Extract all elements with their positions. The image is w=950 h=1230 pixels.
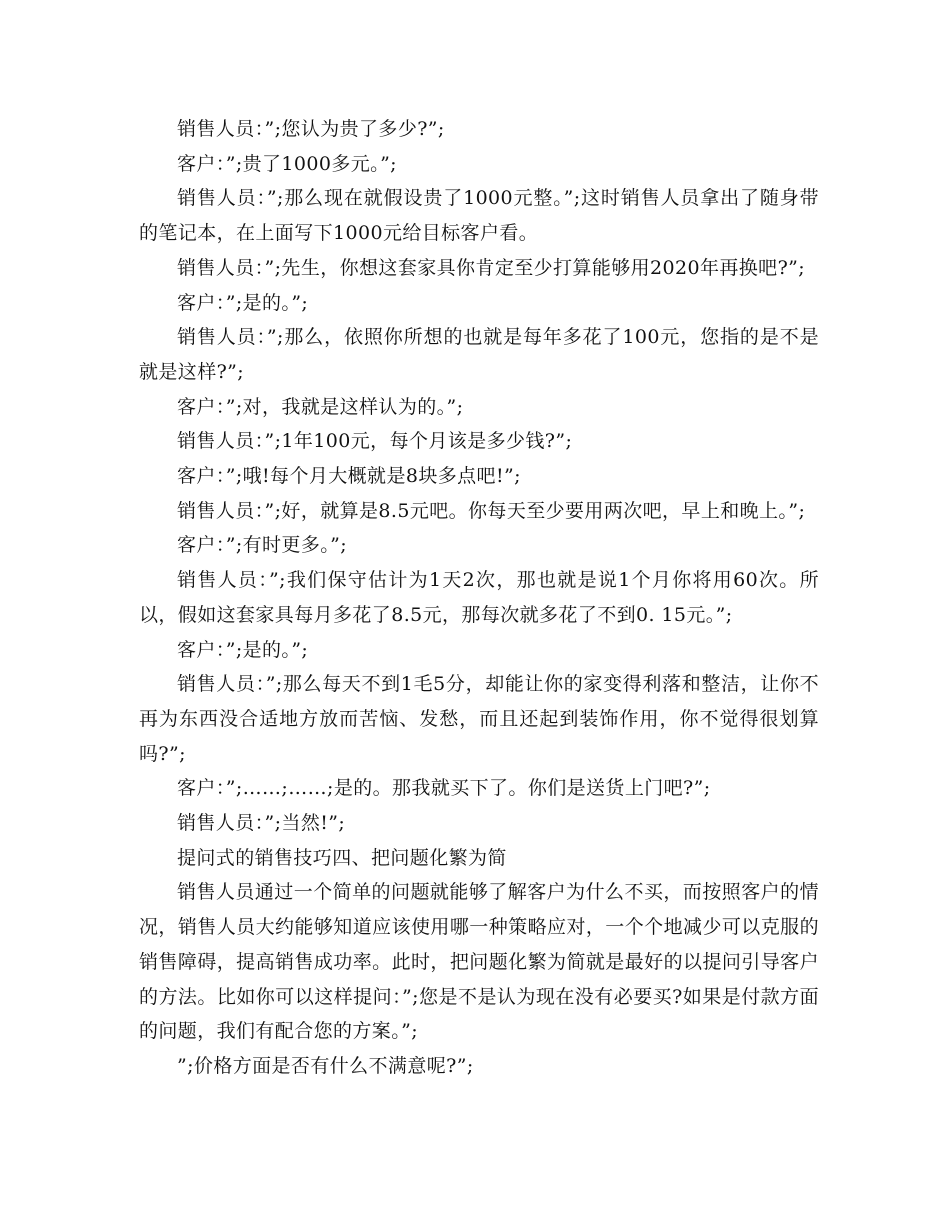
dialogue-line: 销售人员：”;那么现在就假设贵了1000元整。”;这时销售人员拿出了随身带的笔记本，在上面写下1000元给目标客户看。	[139, 187, 819, 245]
dialogue-line: 客户：”;贵了1000多元。”;	[177, 152, 397, 175]
dialogue-line: 销售人员：”;当然!”;	[177, 812, 346, 835]
body-paragraph: ”;价格方面是否有什么不满意呢?”;	[177, 1054, 474, 1077]
document-body	[139, 112, 819, 1084]
dialogue-line: 销售人员：”;我们保守估计为1天2次，那也就是说1个月你将用60次。所以，假如这套家具每月多花了8.5元，那每次就多花了不到0. 15元。”;	[139, 569, 819, 626]
dialogue-line: 客户：”;有时更多。”;	[177, 534, 348, 557]
body-paragraph: 销售人员通过一个简单的问题就能够了解客户为什么不买，而按照客户的情况，销售人员大约能够知道应该使用哪一种策略应对，一个个地减少可以克服的销售障碍，提高销售成功率。此时，把问题化繁为简就是最好的以提问引导客户的方法。比如你可以这样提问：”;您是不是认为现在没有必要买?如果是付款方面的问题，我们有配合您的方案。”;	[139, 881, 819, 1043]
dialogue-line: 销售人员：”;好，就算是8.5元吧。你每天至少要用两次吧，早上和晚上。”;	[177, 499, 806, 522]
section-heading: 提问式的销售技巧四、把问题化繁为简	[177, 846, 507, 869]
dialogue-line: 客户：”;是的。”;	[177, 291, 309, 314]
dialogue-line: 销售人员：”;先生，你想这套家具你肯定至少打算能够用2020年再换吧?”;	[177, 256, 806, 279]
dialogue-line: 销售人员：”;那么，依照你所想的也就是每年多花了100元，您指的是不是就是这样?”;	[139, 326, 819, 383]
dialogue-line: 客户：”;……;……;是的。那我就买下了。你们是送货上门吧?”;	[177, 777, 711, 800]
dialogue-line: 销售人员：”;1年100元，每个月该是多少钱?”;	[177, 430, 573, 453]
dialogue-line: 客户：”;是的。”;	[177, 638, 309, 661]
dialogue-line: 客户：”;对，我就是这样认为的。”;	[177, 395, 464, 418]
dialogue-line: 销售人员：”;那么每天不到1毛5分，却能让你的家变得利落和整洁，让你不再为东西没合适地方放而苦恼、发愁，而且还起到装饰作用，你不觉得很划算吗?”;	[139, 673, 819, 765]
dialogue-line: 销售人员：”;您认为贵了多少?”;	[177, 118, 445, 140]
dialogue-line: 客户：”;哦!每个月大概就是8块多点吧!”;	[177, 465, 521, 488]
